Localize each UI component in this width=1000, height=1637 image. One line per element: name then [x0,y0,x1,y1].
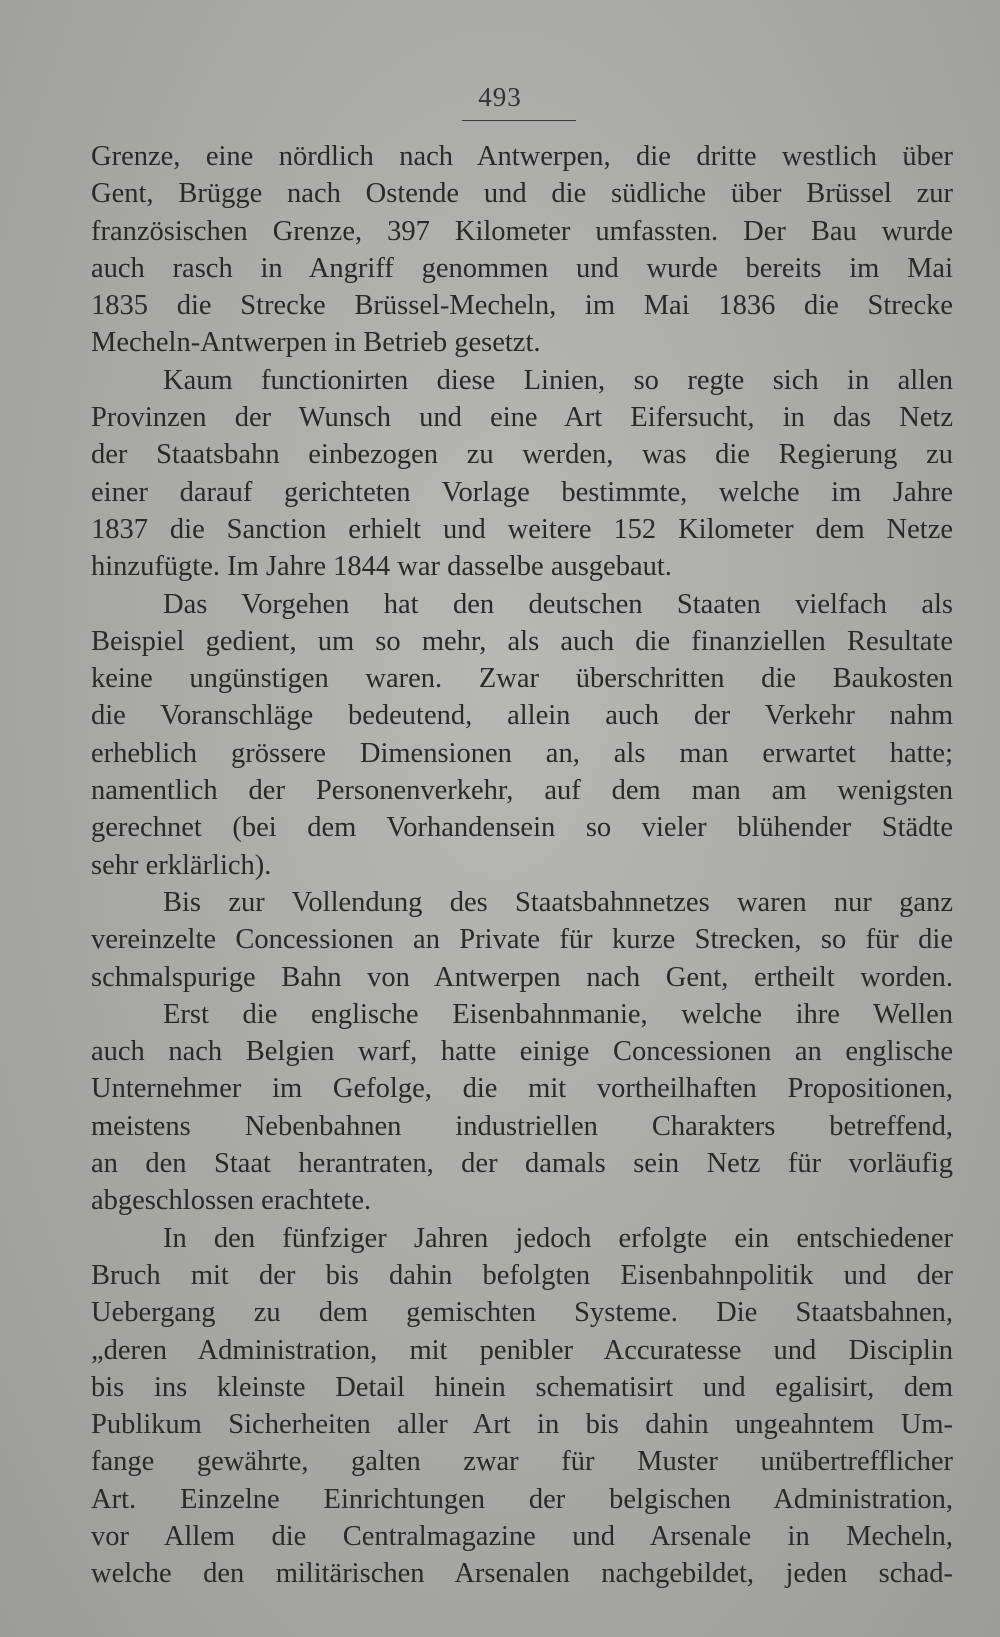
text-line: meistens Nebenbahnen industriellen Charakters betreffend, [91,1110,953,1142]
text-line: Das Vorgehen hat den deutschen Staaten vielfach als [163,588,953,620]
text-line: abgeschlossen erachtete. [91,1185,372,1217]
text-line: Erst die englische Eisenbahnmanie, welche ihre Wellen [163,998,953,1030]
text-line: auch nach Belgien warf, hatte einige Concessionen an englische [91,1036,953,1068]
text-line: französischen Grenze, 397 Kilometer umfassten. Der Bau wurde [91,215,953,247]
text-line: keine ungünstigen waren. Zwar überschritten die Baukosten [91,663,953,695]
text-line: einer darauf gerichteten Vorlage bestimmte, welche im Jahre [91,476,953,508]
text-line: sehr erklärlich). [91,849,272,881]
text-line: Bruch mit der bis dahin befolgten Eisenbahnpolitik und der [91,1259,953,1291]
text-line: Mecheln-Antwerpen in Betrieb gesetzt. [91,327,541,359]
text-line: die Voranschläge bedeutend, allein auch der Verkehr nahm [91,700,953,732]
text-line: Provinzen der Wunsch und eine Art Eifersucht, in das Netz [91,402,953,434]
text-line: erheblich grössere Dimensionen an, als man erwartet hatte; [91,737,953,769]
text-line: Unternehmer im Gefolge, die mit vortheilhaften Propositionen, [91,1073,953,1105]
text-line: schmalspurige Bahn von Antwerpen nach Gent, ertheilt worden. [91,961,953,993]
body-text [91,138,953,1593]
text-line: vor Allem die Centralmagazine und Arsenale in Mecheln, [91,1520,953,1552]
text-line: der Staatsbahn einbezogen zu werden, was die Regierung zu [91,439,953,471]
text-line: 1835 die Strecke Brüssel-Mecheln, im Mai 1836 die Strecke [91,290,953,322]
text-line: Bis zur Vollendung des Staatsbahnnetzes waren nur ganz [163,886,953,918]
text-line: Gent, Brügge nach Ostende und die südliche über Brüssel zur [91,178,953,210]
text-line: an den Staat herantraten, der damals sein Netz für vorläufig [91,1148,953,1180]
text-line: hinzufügte. Im Jahre 1844 war dasselbe ausgebaut. [91,551,672,583]
text-line: Grenze, eine nördlich nach Antwerpen, die dritte westlich über [91,141,953,172]
text-line: Kaum functionirten diese Linien, so regte sich in allen [163,364,953,396]
text-line: Beispiel gedient, um so mehr, als auch die finanziellen Resultate [91,625,953,657]
text-line: namentlich der Personenverkehr, auf dem man am wenigsten [91,775,953,807]
header-rule [462,120,576,121]
text-line: welche den militärischen Arsenalen nachgebildet, jeden schad- [91,1558,953,1590]
text-line: bis ins kleinste Detail hinein schematisirt und egalisirt, dem [91,1371,953,1403]
text-line: gerechnet (bei dem Vorhandensein so vieler blühender Städte [91,812,953,844]
text-line: fange gewährte, galten zwar für Muster unübertrefflicher [91,1446,953,1478]
page-number: 493 [478,82,522,112]
text-line: „deren Administration, mit penibler Accuratesse und Disciplin [91,1334,953,1366]
text-line: 1837 die Sanction erhielt und weitere 152 Kilometer dem Netze [91,513,953,545]
text-line: In den fünfziger Jahren jedoch erfolgte ein entschiedener [163,1222,953,1254]
text-line: Uebergang zu dem gemischten Systeme. Die Staatsbahnen, [91,1297,953,1329]
text-line: Publikum Sicherheiten aller Art in bis dahin ungeahntem Um- [91,1409,953,1441]
text-line: Art. Einzelne Einrichtungen der belgischen Administration, [91,1483,953,1515]
text-line: vereinzelte Concessionen an Private für kurze Strecken, so für die [91,924,953,956]
text-line: auch rasch in Angriff genommen und wurde bereits im Mai [91,252,953,284]
